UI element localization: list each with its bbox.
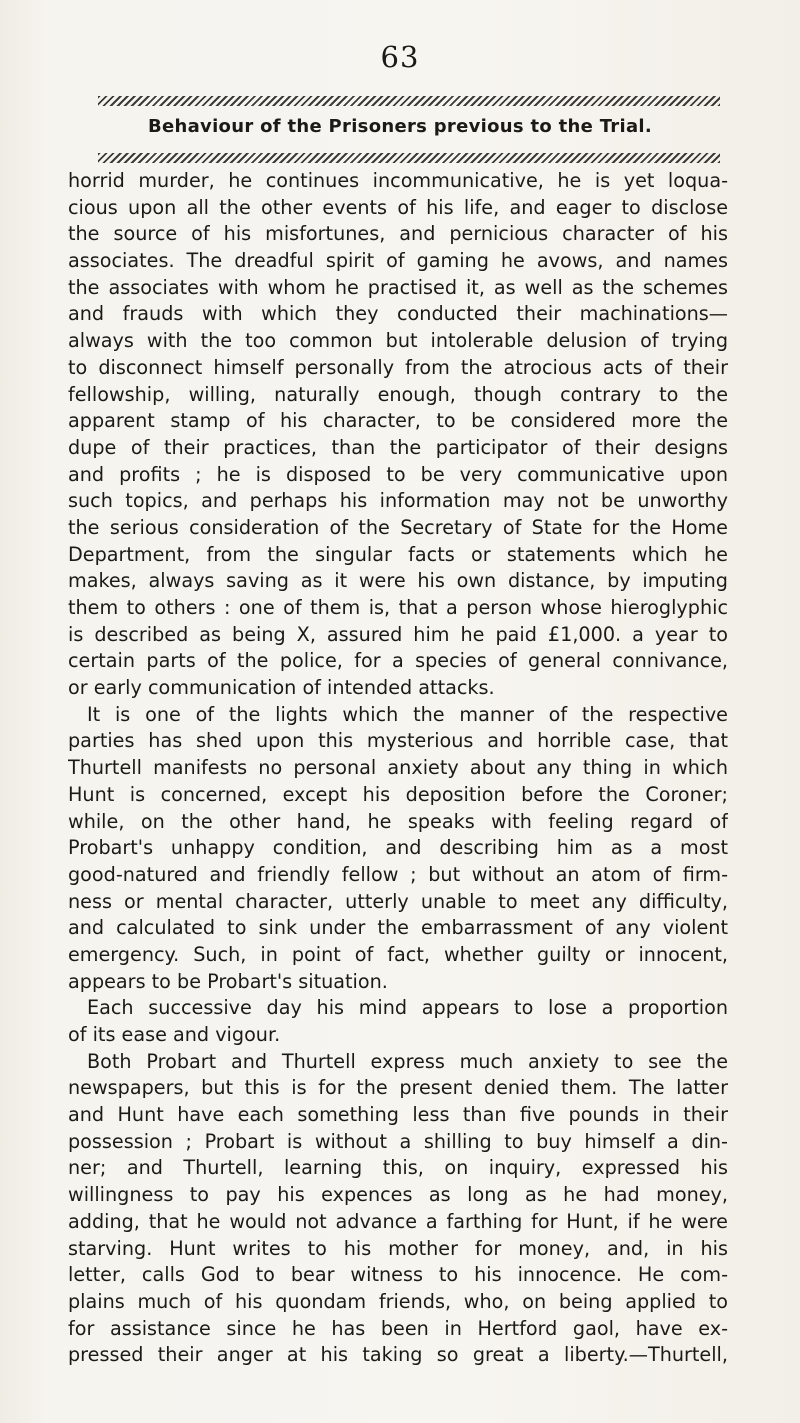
text-line: pressed their anger at his taking so great a liberty.—Thurtell,	[68, 1343, 728, 1367]
text-line: Hunt is concerned, except his deposition before the Coroner;	[68, 782, 728, 806]
text-line: of its ease and vigour.	[68, 1023, 281, 1046]
page-number: 63	[380, 40, 420, 74]
ornamental-rule-top	[98, 96, 720, 106]
text-line: for assistance since he has been in Hertford gaol, have ex-	[68, 1316, 728, 1340]
text-line: makes, always saving as it were his own distance, by imputing	[68, 569, 728, 593]
text-line: Both Probart and Thurtell express much anxiety to see the	[87, 1049, 728, 1073]
ornamental-rule-bottom	[98, 153, 720, 163]
text-line: ness or mental character, utterly unable to meet any difficulty,	[68, 889, 728, 913]
text-line: Department, from the singular facts or statements which he	[68, 542, 728, 566]
text-line: the source of his misfortunes, and pernicious character of his	[68, 222, 728, 246]
text-line: adding, that he would not advance a farthing for Hunt, if he were	[68, 1209, 728, 1233]
text-line: is described as being X, assured him he paid £1,000. a year to	[68, 622, 728, 646]
text-line: such topics, and perhaps his information may not be unworthy	[68, 489, 728, 513]
text-line: willingness to pay his expences as long as he had money,	[68, 1183, 728, 1207]
text-line: newspapers, but this is for the present denied them. The latter	[68, 1076, 728, 1100]
running-head: Behaviour of the Prisoners previous to the Trial.	[147, 116, 653, 137]
text-line: always with the too common but intolerable delusion of trying	[68, 329, 728, 353]
text-line: letter, calls God to bear witness to his innocence. He com-	[68, 1263, 728, 1287]
text-line: ner; and Thurtell, learning this, on inquiry, expressed his	[68, 1156, 728, 1180]
text-line: fellowship, willing, naturally enough, though contrary to the	[68, 382, 728, 406]
text-line: and Hunt have each something less than five pounds in their	[68, 1103, 728, 1127]
text-line: the associates with whom he practised it, as well as the schemes	[68, 275, 728, 299]
text-line: to disconnect himself personally from the atrocious acts of their	[68, 355, 728, 379]
text-line: cious upon all the other events of his life, and eager to disclose	[68, 195, 728, 219]
text-line: certain parts of the police, for a species of general connivance,	[68, 649, 728, 673]
text-line: associates. The dreadful spirit of gaming he avows, and names	[68, 249, 728, 273]
text-line: Probart's unhappy condition, and describing him as a most	[68, 836, 728, 860]
text-line: and frauds with which they conducted their machinations—	[68, 302, 728, 326]
text-line: starving. Hunt writes to his mother for money, and, in his	[68, 1236, 728, 1260]
text-line: emergency. Such, in point of fact, whether guilty or innocent,	[68, 942, 728, 966]
text-line: appears to be Probart's situation.	[68, 969, 388, 993]
text-line: or early communication of intended attacks.	[68, 676, 495, 700]
body-text	[68, 168, 728, 1369]
text-line: plains much of his quondam friends, who, on being applied to	[68, 1289, 728, 1313]
text-line: good-natured and friendly fellow ; but without an atom of firm-	[68, 862, 728, 886]
text-line: while, on the other hand, he speaks with feeling regard of	[68, 809, 728, 833]
text-line: parties has shed upon this mysterious and horrible case, that	[68, 729, 728, 753]
text-line: Each successive day his mind appears to lose a proportion	[87, 996, 728, 1020]
text-line: dupe of their practices, than the participator of their designs	[68, 435, 728, 459]
text-line: It is one of the lights which the manner of the respective	[87, 702, 728, 726]
text-line: and profits ; he is disposed to be very communicative upon	[68, 462, 728, 486]
text-line: them to others : one of them is, that a person whose hieroglyphic	[68, 596, 728, 619]
text-line: the serious consideration of the Secretary of State for the Home	[68, 515, 728, 539]
text-line: and calculated to sink under the embarrassment of any violent	[68, 916, 728, 940]
text-line: apparent stamp of his character, to be considered more the	[68, 409, 728, 433]
text-line: horrid murder, he continues incommunicative, he is yet loqua-	[68, 169, 728, 192]
text-line: Thurtell manifests no personal anxiety about any thing in which	[68, 756, 728, 780]
text-line: possession ; Probart is without a shilling to buy himself a din-	[68, 1129, 728, 1153]
